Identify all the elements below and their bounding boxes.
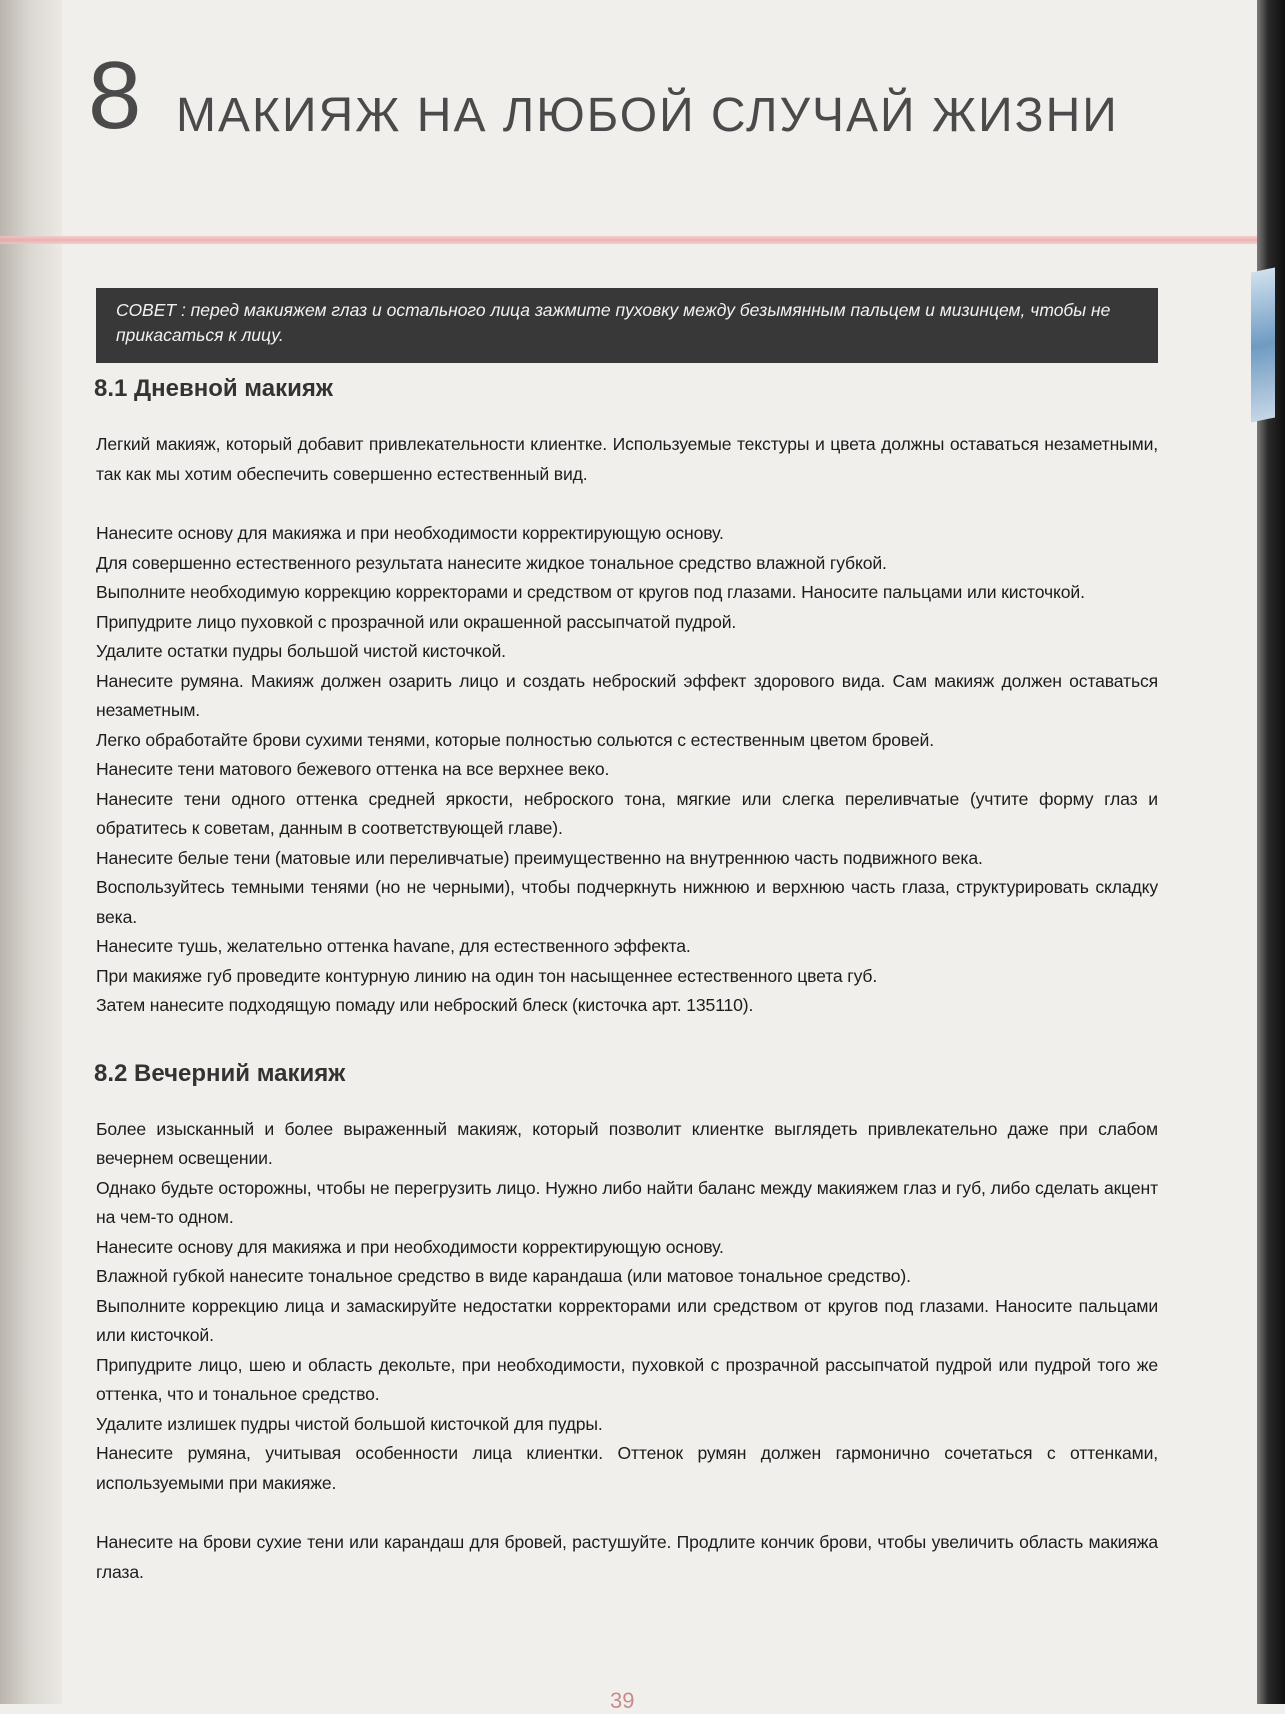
- section-heading-evening: 8.2 Вечерний макияж: [94, 1059, 346, 1087]
- tip-text: СОВЕТ : перед макияжем глаз и остального лица зажмите пуховку между безымянным пальцем и мизинцем, чтобы не прикасаться к лицу.: [116, 300, 1111, 345]
- paragraph: Нанесите румяна. Макияж должен озарить лицо и создать неброский эффект здорового вида. Сам макияж должен оставаться незаметным.: [96, 670, 1158, 720]
- paragraph: Нанесите белые тени (матовые или переливчатые) преимущественно на внутреннюю часть подвижного века.: [96, 847, 983, 868]
- section-heading-day: 8.1 Дневной макияж: [94, 375, 333, 402]
- page-number: 39: [610, 1688, 635, 1713]
- paragraph: Для совершенно естественного результата нанесите жидкое тональное средство влажной губкой.: [96, 552, 887, 573]
- paragraph: Нанесите основу для макияжа и при необходимости корректирующую основу.: [96, 523, 724, 543]
- paragraph: Нанесите на брови сухие тени или карандаш для бровей, растушуйте. Продлите кончик брови, чтобы увеличить область макияжа глаза.: [96, 1532, 1158, 1582]
- paragraph: Удалите остатки пудры большой чистой кисточкой.: [96, 641, 506, 661]
- paragraph: Нанесите тени матового бежевого оттенка на все верхнее веко.: [96, 759, 610, 779]
- page-edge: [1257, 0, 1285, 1704]
- paragraph: Нанесите румяна, учитывая особенности лица клиентки. Оттенок румян должен гармонично сочетаться с оттенками, используемыми при макияже.: [96, 1443, 1158, 1493]
- paragraph: Удалите излишек пудры чистой большой кисточкой для пудры.: [96, 1413, 603, 1434]
- paragraph: При макияже губ проведите контурную линию на один тон насыщеннее естественного цвета губ.: [96, 965, 878, 986]
- paragraph: Нанесите тушь, желательно оттенка havane, для естественного эффекта.: [96, 936, 691, 956]
- paragraph: Более изысканный и более выраженный макияж, который позволит клиентке выглядеть привлекательно даже при слабом вечернем освещении.: [96, 1118, 1158, 1168]
- paragraph: Легко обработайте брови сухими тенями, которые полностью сольются с естественным цветом бровей.: [96, 729, 934, 750]
- paragraph: Выполните коррекцию лица и замаскируйте недостатки корректорами или средством от кругов под глазами. Наносите пальцами или кисточкой.: [96, 1295, 1158, 1345]
- main-content: [96, 368, 1158, 1587]
- paragraph: Однако будьте осторожны, чтобы не перегрузить лицо. Нужно либо найти баланс между макияжем глаз и губ, либо сделать акцент на чем-то одном.: [96, 1177, 1158, 1227]
- paragraph: Затем нанесите подходящую помаду или неброский блеск (кисточка арт. 135110).: [96, 995, 754, 1015]
- header-rule: [0, 236, 1257, 244]
- chapter-number: 8: [88, 42, 142, 149]
- paragraph: Влажной губкой нанесите тональное средство в виде карандаша (или матовое тональное средство).: [96, 1266, 911, 1286]
- tip-box: [96, 288, 1158, 363]
- paragraph: Припудрите лицо, шею и область декольте, при необходимости, пуховкой с прозрачной рассыпчатой пудрой или пудрой того же оттенка, что и тональное средство.: [96, 1354, 1158, 1404]
- paragraph: Воспользуйтесь темными тенями (но не черными), чтобы подчеркнуть нижнюю и верхнюю часть глаза, структурировать складку века.: [96, 877, 1158, 927]
- paragraph: Выполните необходимую коррекцию корректорами и средством от кругов под глазами. Наносите пальцами или кисточкой.: [96, 582, 1085, 602]
- chapter-title: МАКИЯЖ НА ЛЮБОЙ СЛУЧАЙ ЖИЗНИ: [176, 89, 1119, 142]
- paragraph: Легкий макияж, который добавит привлекательности клиентке. Используемые текстуры и цвета должны оставаться незаметными, так как мы хотим обеспечить совершенно естественный вид.: [96, 434, 1158, 484]
- scan-artifact: [1251, 267, 1275, 422]
- paragraph: Нанесите тени одного оттенка средней яркости, неброского тона, мягкие или слегка переливчатые (учтите форму глаз и обратитесь к советам, данным в соответствующей главе).: [96, 788, 1158, 838]
- paragraph: Нанесите основу для макияжа и при необходимости корректирующую основу.: [96, 1236, 724, 1257]
- paragraph: Припудрите лицо пуховкой с прозрачной или окрашенной рассыпчатой пудрой.: [96, 611, 737, 632]
- page-gutter-shadow: [0, 0, 62, 1704]
